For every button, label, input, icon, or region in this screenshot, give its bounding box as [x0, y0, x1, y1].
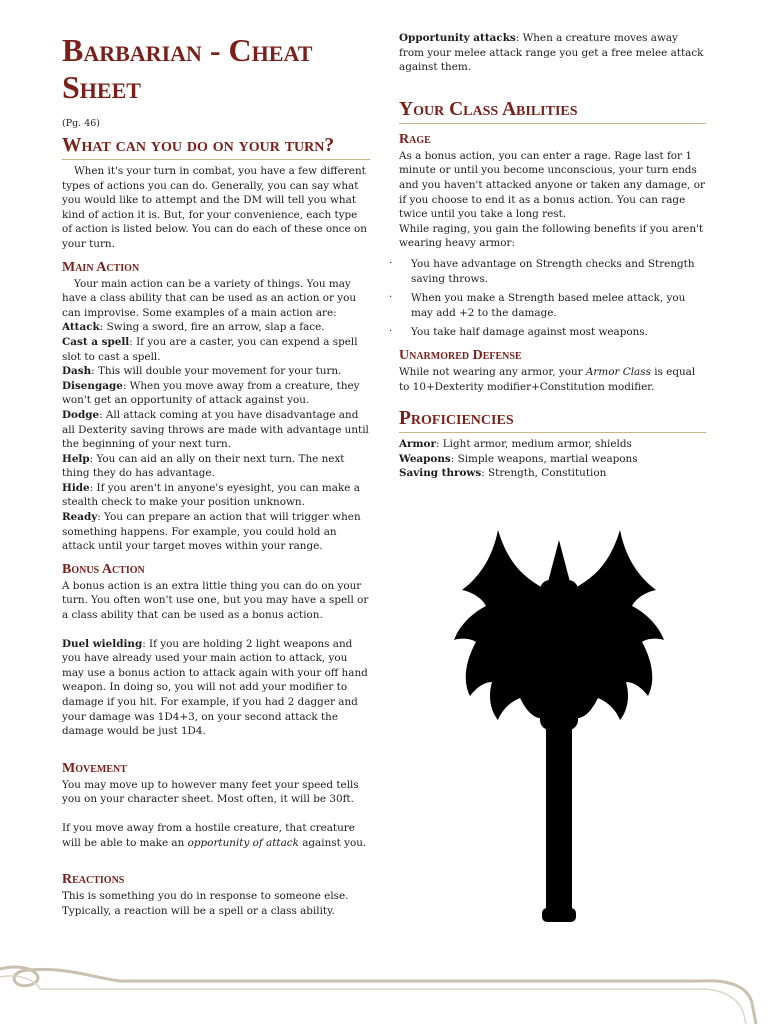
action-term: Help: [62, 452, 90, 465]
proficiency-item: Armor: Light armor, medium armor, shields: [399, 438, 632, 451]
opportunity-attacks-body: When a creature moves away from your melee attack range you get a free melee attack against them.: [399, 32, 704, 74]
unarmored-defense-text: [399, 365, 706, 394]
bonus-action-text: A bonus action is an extra little thing you can do on your turn. You often won't use one, but you may have a spell or a class ability that can be used as a bonus action.: [62, 579, 369, 622]
action-item: Disengage: When you move away from a creature, they won't get an opportunity of attack against you.: [62, 379, 360, 407]
class-abilities-heading: Your Class Abilities: [399, 99, 706, 124]
movement-text-2-end: against you.: [298, 836, 367, 849]
action-item: Dodge: All attack coming at you have disadvantage and all Dexterity saving throws are made with advantage until the beginning of your next turn.: [62, 408, 369, 451]
opportunity-attacks-term: Opportunity attacks: [399, 32, 516, 44]
action-text: You can aid an ally on their next turn. The next thing they do has advantage.: [62, 452, 345, 480]
opportunity-attacks-text: Opportunity attacks: When a creature moves away from your melee attack range you get a free melee attack against them.: [399, 32, 704, 74]
rage-text-2: While raging, you gain the following benefits if you aren't wearing heavy armor:: [399, 222, 704, 250]
unarmored-text-italic: Armor Class: [585, 365, 651, 378]
action-item: Dash: This will double your movement for your turn.: [62, 365, 342, 378]
proficiency-text: Strength, Constitution: [488, 467, 607, 480]
bonus-action-heading: Bonus Action: [62, 561, 145, 577]
unarmored-defense-heading: Unarmored Defense: [399, 347, 522, 363]
unarmored-text-start: While not wearing any armor, your: [399, 365, 586, 378]
movement-text-2: [62, 821, 370, 850]
action-text: When you move away from a creature, they won't get an opportunity of attack against you.: [62, 379, 360, 407]
rage-text-1: As a bonus action, you can enter a rage. Rage last for 1 minute or until you become unconscious, your turn ends and you haven't attacked anyone or taken any damage, or if you choose to end it as a bonus action. You can rage twice until you take a long rest.: [399, 149, 705, 221]
battle-axe-icon: [440, 520, 680, 930]
turn-intro: When it's your turn in combat, you have a few different types of actions you can do. Generally, you can say what you would like to attempt and the DM will tell you what kind of action it is. But, for your convenience, each type of action is listed below. You can do each of these once on your turn.: [62, 165, 367, 250]
page-title: Barbarian - Cheat Sheet: [62, 32, 313, 105]
proficiency-term: Saving throws: [399, 467, 482, 480]
proficiency-text: Light armor, medium armor, shields: [442, 438, 632, 451]
movement-text-2-italic: opportunity of attack: [187, 836, 299, 849]
rage-benefits-list: [399, 257, 706, 340]
unarmored-text-end: is equal to 10+Dexterity modifier+Constitution modifier.: [399, 365, 696, 393]
movement-text-2-start: If you move away from a hostile creature, that creature will be able to make an: [62, 821, 355, 849]
action-term: Dodge: [62, 408, 100, 421]
page-reference: (Pg. 46): [62, 118, 101, 129]
action-item: Cast a spell: If you are a caster, you can expend a spell slot to cast a spell.: [62, 335, 358, 363]
ornamental-border: [0, 955, 768, 1024]
action-item: Attack: Swing a sword, fire an arrow, slap a face.: [62, 321, 325, 334]
proficiency-term: Armor: [399, 438, 436, 451]
list-item: · When you make a Strength based melee attack, you may add +2 to the damage.: [399, 291, 706, 320]
rage-heading: Rage: [399, 131, 431, 147]
movement-heading: Movement: [62, 760, 127, 776]
proficiencies-heading: Proficiencies: [399, 408, 706, 433]
duel-wielding-term: Duel wielding: [62, 637, 143, 650]
action-term: Hide: [62, 481, 90, 494]
proficiency-term: Weapons: [399, 452, 451, 465]
action-item: Ready: You can prepare an action that will trigger when something happens. For example, you could hold an attack until your target moves within your range.: [62, 511, 361, 553]
action-text: You can prepare an action that will trigger when something happens. For example, you could hold an attack until your target moves within your range.: [62, 511, 361, 553]
action-item: Hide: If you aren't in anyone's eyesight, you can make a stealth check to make your position unknown.: [62, 481, 360, 509]
reactions-heading: Reactions: [62, 872, 125, 888]
right-column: [399, 28, 706, 481]
action-text: This will double your movement for your turn.: [97, 365, 342, 378]
duel-wielding-text: Duel wielding: If you are holding 2 light weapons and you have already used your main action to attack, you may use a bonus action to attack again with your off hand weapon. In doing so, you will not add your modifier to damage if you hit. For example, if you had 2 dagger and your damage was 1D4+3, on your second attack the damage would be just 1D4.: [62, 637, 368, 738]
main-action-heading: Main Action: [62, 259, 140, 275]
left-column: [62, 28, 370, 918]
proficiency-item: Weapons: Simple weapons, martial weapons: [399, 452, 638, 465]
action-term: Ready: [62, 511, 98, 524]
action-term: Dash: [62, 365, 92, 378]
action-item: Help: You can aid an ally on their next turn. The next thing they do has advantage.: [62, 452, 345, 480]
action-term: Cast a spell: [62, 335, 130, 348]
duel-wielding-body: If you are holding 2 light weapons and you have already used your main action to attack, you may use a bonus action to attack again with your off hand weapon. In doing so, you will not add your modifier to damage if you hit. For example, if you had 2 dagger and your damage was 1D4+3, on your second attack the damage would be just 1D4.: [62, 637, 368, 738]
action-text: Swing a sword, fire an arrow, slap a face.: [106, 321, 325, 334]
main-action-list: [62, 320, 370, 554]
action-term: Disengage: [62, 379, 123, 392]
action-text: If you aren't in anyone's eyesight, you can make a stealth check to make your position unknown.: [62, 481, 360, 509]
action-term: Attack: [62, 321, 100, 334]
list-item: · You take half damage against most weapons.: [399, 325, 706, 340]
action-text: If you are a caster, you can expend a spell slot to cast a spell.: [62, 335, 358, 363]
movement-text-1: You may move up to however many feet your speed tells you on your character sheet. Most often, it will be 30ft.: [62, 778, 359, 806]
proficiency-item: Saving throws: Strength, Constitution: [399, 467, 607, 480]
list-item: · You have advantage on Strength checks and Strength saving throws.: [399, 257, 706, 286]
main-action-intro: Your main action can be a variety of things. You may have a class ability that can be used as an action or you can improvise. Some examples of a main action are:: [62, 277, 357, 319]
proficiency-text: Simple weapons, martial weapons: [457, 452, 638, 465]
action-text: All attack coming at you have disadvantage and all Dexterity saving throws are made with advantage until the beginning of your next turn.: [62, 408, 369, 451]
turn-heading: What can you do on your turn?: [62, 135, 370, 160]
reactions-text: This is something you do in response to someone else. Typically, a reaction will be a spell or a class ability.: [62, 890, 349, 917]
